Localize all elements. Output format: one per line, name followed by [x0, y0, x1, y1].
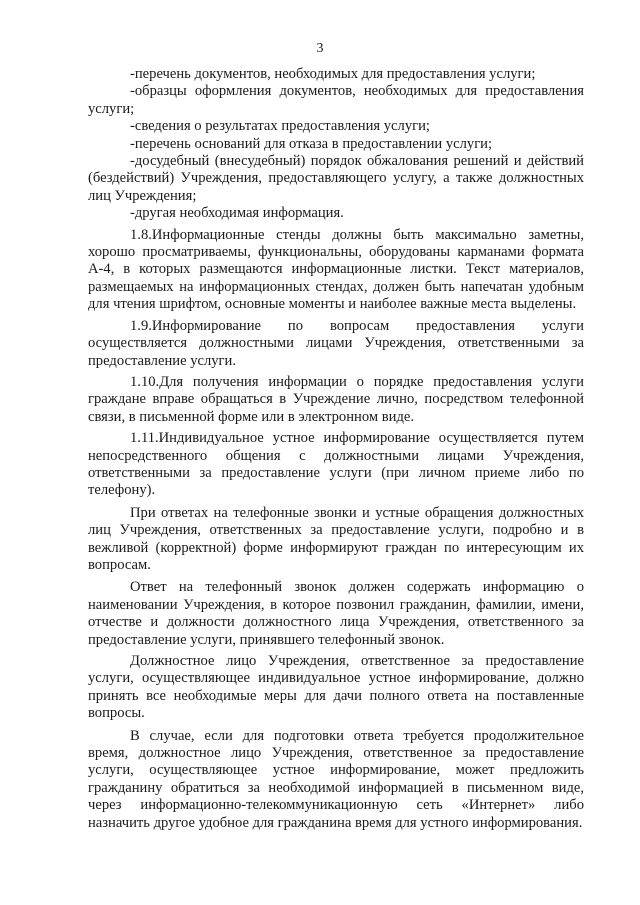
paragraph-1-9: 1.9.Информирование по вопросам предоставления услуги осуществляется должностными лицами Учреждения, ответственными за предоставление услуги. [88, 317, 584, 369]
document-body [88, 66, 584, 832]
list-item-other-info: -другая необходимая информация. [130, 205, 344, 222]
paragraph-phone-response: Ответ на телефонный звонок должен содержать информацию о наименовании Учреждения, в которое позвонил гражданин, фамилии, имени, отчестве и должности должностного лица Учреждения, ответственного за предоставление услуги, принявшего телефонный звонок. [88, 579, 584, 648]
paragraph-official-duty: Должностное лицо Учреждения, ответственное за предоставление услуги, осуществляющее индивидуальное устное информирование, должно принять все необходимые меры для дачи полного ответа на поставленные вопросы. [88, 653, 584, 722]
page-number: 3 [316, 41, 324, 56]
list-item-samples: -образцы оформления документов, необходимых для предоставления услуги; [88, 83, 584, 117]
list-item-appeal-procedure: -досудебный (внесудебный) порядок обжалования решений и действий (бездействий) Учреждения, предоставляющего услугу, а также должностных лиц Учреждения; [88, 153, 584, 204]
paragraph-1-11: 1.11.Индивидуальное устное информирование осуществляется путем непосредственного общения с должностными лицами Учреждения, ответственными за предоставление услуги (при личном приеме либо по телефону). [88, 430, 584, 499]
list-item-results: -сведения о результатах предоставления услуги; [130, 118, 430, 135]
list-item-documents: -перечень документов, необходимых для предоставления услуги; [130, 66, 536, 82]
paragraph-phone-answers: При ответах на телефонные звонки и устные обращения должностных лиц Учреждения, ответственных за предоставление услуги, подробно и в вежливой (корректной) форме информируют граждан по интересующим их вопросам. [88, 504, 584, 573]
paragraph-long-preparation: В случае, если для подготовки ответа требуется продолжительное время, должностное лицо Учреждения, ответственное за предоставление услуги, осуществляющее устное информирование, может предложить гражданину обратиться за необходимой информацией в письменном виде, через информационно-телекоммуникационную сеть «Интернет» либо назначить другое удобное для гражданина время для устного информирования. [88, 727, 584, 831]
list-item-refusal-grounds: -перечень оснований для отказа в предоставлении услуги; [130, 135, 493, 152]
paragraph-1-8: 1.8.Информационные стенды должны быть максимально заметны, хорошо просматриваемы, функциональны, оборудованы карманами формата А-4, в которых размещаются информационные листки. Текст материалов, размещаемых на информационных стендах, должен быть напечатан удобным для чтения шрифтом, основные моменты и наиболее важные места выделены. [88, 226, 584, 313]
paragraph-1-10: 1.10.Для получения информации о порядке предоставления услуги граждане вправе обращаться в Учреждение лично, посредством телефонной связи, в письменной форме или в электронном виде. [88, 373, 584, 425]
